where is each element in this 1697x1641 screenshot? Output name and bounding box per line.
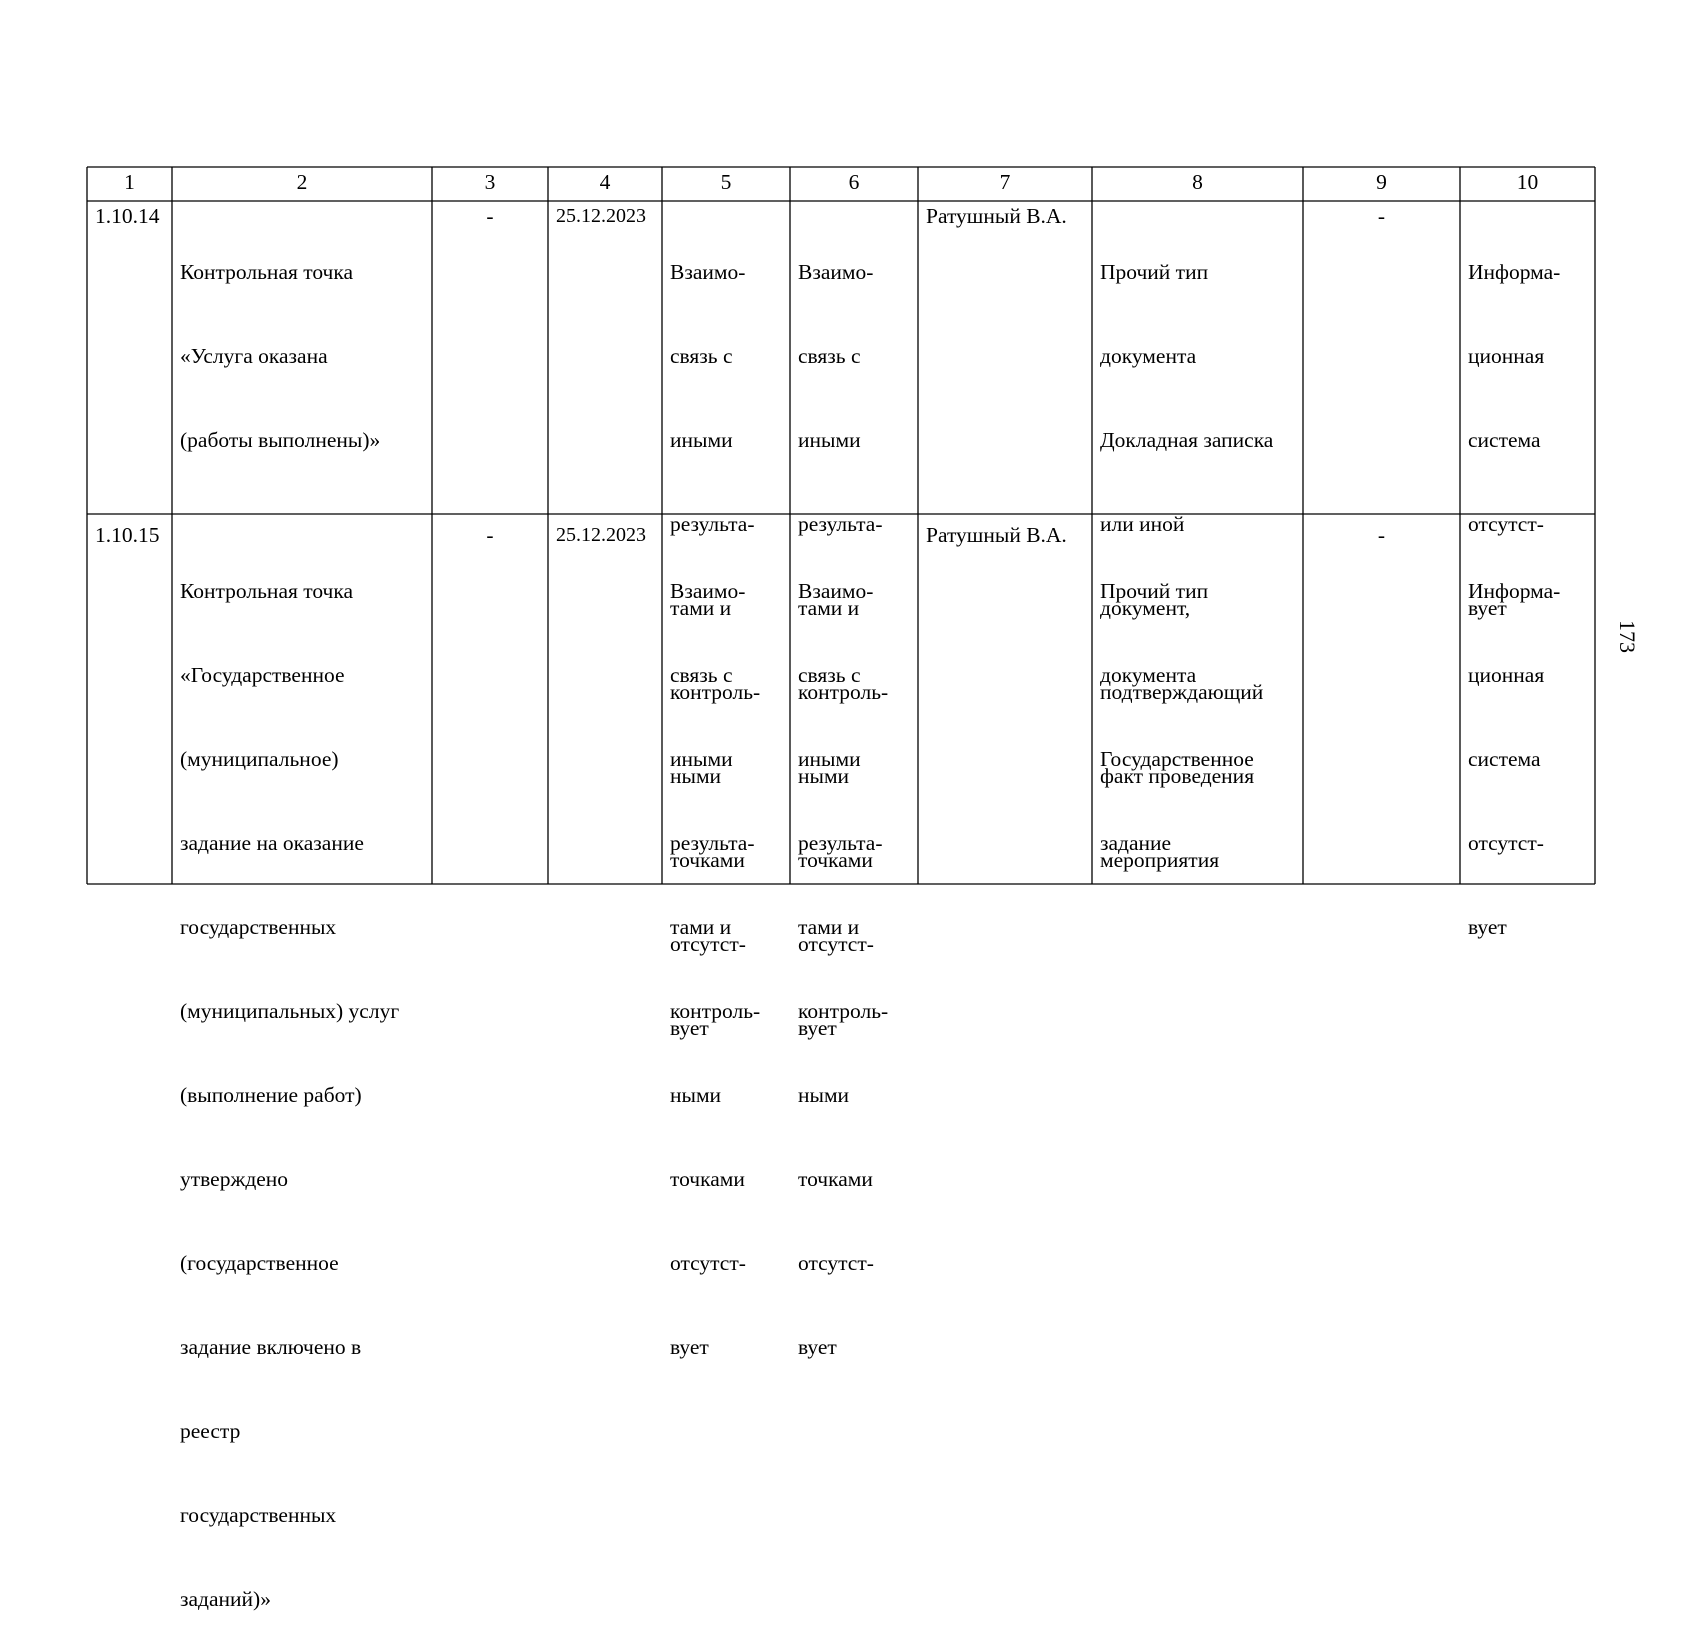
row-1-number: 1.10.14	[95, 204, 160, 228]
text-line: «Государственное	[180, 663, 345, 687]
row-2-col6	[798, 521, 888, 1389]
text-line: точками	[798, 848, 873, 872]
row-2-date: 25.12.2023	[556, 524, 646, 546]
text-line: Контрольная точка	[180, 260, 354, 284]
row-2-document	[1100, 521, 1254, 885]
text-line: (муниципальных) услуг	[180, 999, 400, 1023]
row-1-responsible: Ратушный В.А.	[926, 204, 1067, 228]
text-line: документа	[1100, 344, 1197, 368]
text-line: Государственное	[1100, 747, 1254, 771]
text-line: отсутст-	[1468, 512, 1544, 536]
text-line: факт проведения	[1100, 764, 1255, 788]
header-cell-4: 4	[599, 170, 611, 194]
text-line: ными	[798, 764, 850, 788]
text-line: ными	[670, 764, 722, 788]
row-2-responsible: Ратушный В.А.	[926, 523, 1067, 547]
text-line: (выполнение работ)	[180, 1083, 362, 1107]
text-line: тами и	[670, 596, 732, 620]
text-line: Информа-	[1468, 579, 1561, 603]
text-line: отсутст-	[670, 1251, 746, 1275]
text-line: вует	[1468, 915, 1507, 939]
text-line: (муниципальное)	[180, 747, 339, 771]
text-line: Докладная записка	[1100, 428, 1274, 452]
text-line: контроль-	[670, 999, 761, 1023]
text-line: мероприятия	[1100, 848, 1220, 872]
text-line: ционная	[1468, 344, 1545, 368]
text-line: иными	[670, 747, 733, 771]
text-line: задание	[1100, 831, 1172, 855]
text-line: ными	[670, 1083, 722, 1107]
text-line: Прочий тип	[1100, 579, 1209, 603]
text-line: результа-	[670, 512, 755, 536]
text-line: иными	[670, 428, 733, 452]
header-cell-1: 1	[124, 170, 135, 194]
text-line: государственных	[180, 1503, 337, 1527]
text-line: или иной	[1100, 512, 1185, 536]
text-line: результа-	[798, 831, 883, 855]
text-line: вует	[798, 1335, 837, 1359]
header-cell-2: 2	[296, 170, 308, 194]
text-line: контроль-	[670, 680, 761, 704]
text-line: утверждено	[180, 1167, 289, 1191]
text-line: задание включено в	[180, 1335, 362, 1359]
text-line: точками	[798, 1167, 873, 1191]
text-line: точками	[670, 848, 745, 872]
text-line: контроль-	[798, 680, 889, 704]
text-line: связь с	[798, 344, 861, 368]
header-cell-6: 6	[848, 170, 860, 194]
text-line: Взаимо-	[798, 579, 874, 603]
text-line: задание на оказание	[180, 831, 364, 855]
text-line: Контрольная точка	[180, 579, 354, 603]
row-2-system	[1468, 521, 1560, 969]
text-line: заданий)»	[180, 1587, 271, 1611]
text-line: вует	[670, 1016, 709, 1040]
text-line: документа	[1100, 663, 1197, 687]
text-line: иными	[798, 747, 861, 771]
text-line: вует	[670, 1335, 709, 1359]
row-2-col5	[670, 521, 760, 1389]
row-1-name	[180, 202, 380, 482]
text-line: вует	[1468, 596, 1507, 620]
text-line: связь с	[798, 663, 861, 687]
text-line: результа-	[670, 831, 755, 855]
text-line: (работы выполнены)»	[180, 428, 381, 452]
text-line: отсутст-	[798, 1251, 874, 1275]
header-cell-7: 7	[999, 170, 1011, 194]
text-line: реестр	[180, 1419, 241, 1443]
text-line: тами и	[798, 915, 860, 939]
row-2-number: 1.10.15	[95, 523, 160, 547]
text-line: контроль-	[798, 999, 889, 1023]
text-line: система	[1468, 747, 1541, 771]
text-line: Информа-	[1468, 260, 1561, 284]
text-line: документ,	[1100, 596, 1191, 620]
header-cell-9: 9	[1376, 170, 1387, 194]
text-line: вует	[798, 1016, 837, 1040]
text-line: (государственное	[180, 1251, 339, 1275]
text-line: государственных	[180, 915, 337, 939]
text-line: подтверждающий	[1100, 680, 1264, 704]
header-cell-5: 5	[720, 170, 732, 194]
text-line: отсутст-	[670, 932, 746, 956]
text-line: связь с	[670, 344, 733, 368]
text-line: Взаимо-	[670, 579, 746, 603]
text-line: отсутст-	[798, 932, 874, 956]
page-number: 173	[1615, 620, 1640, 653]
text-line: иными	[798, 428, 861, 452]
text-line: тами и	[798, 596, 860, 620]
header-cell-8: 8	[1192, 170, 1203, 194]
text-line: точками	[670, 1167, 745, 1191]
row-1-col9: -	[1377, 204, 1386, 228]
header-cell-3: 3	[484, 170, 496, 194]
row-1-col3: -	[486, 204, 494, 228]
row-2-col9: -	[1377, 523, 1386, 547]
row-2-name	[180, 521, 399, 1641]
header-cell-10: 10	[1516, 170, 1539, 194]
text-line: Взаимо-	[670, 260, 746, 284]
text-line: система	[1468, 428, 1541, 452]
row-1-date: 25.12.2023	[556, 205, 646, 227]
text-line: ными	[798, 1083, 850, 1107]
text-line: связь с	[670, 663, 733, 687]
text-line: «Услуга оказана	[180, 344, 328, 368]
text-line: Взаимо-	[798, 260, 874, 284]
text-line: Прочий тип	[1100, 260, 1209, 284]
text-line: отсутст-	[1468, 831, 1544, 855]
row-2-col3: -	[486, 523, 494, 547]
text-line: ционная	[1468, 663, 1545, 687]
text-line: тами и	[670, 915, 732, 939]
text-line: результа-	[798, 512, 883, 536]
